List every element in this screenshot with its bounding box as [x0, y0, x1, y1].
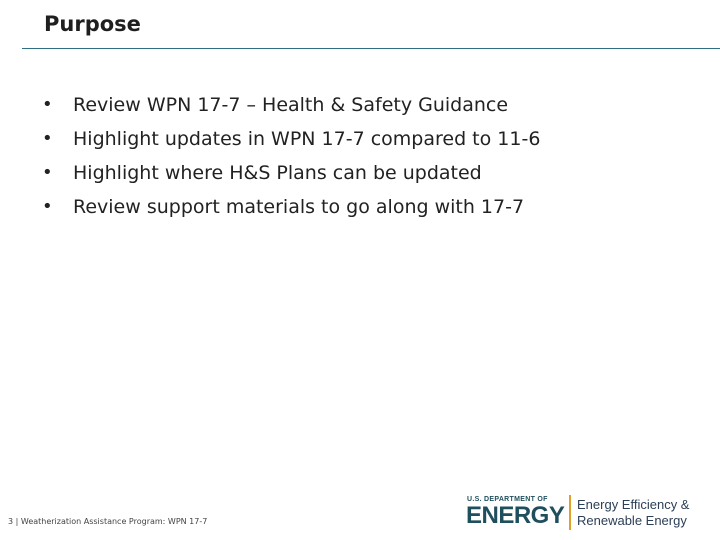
logo-office-line-2: Renewable Energy	[577, 513, 687, 528]
bullet-dot: •	[42, 196, 53, 217]
bullet-text: Highlight updates in WPN 17-7 compared to 11-6	[73, 128, 541, 150]
bullet-item	[42, 122, 540, 156]
doe-eere-logo	[466, 494, 698, 532]
bullet-dot: •	[42, 162, 53, 183]
bullet-text: Highlight where H&S Plans can be updated	[73, 162, 482, 184]
bullet-text: Review support materials to go along with 17-7	[73, 196, 525, 218]
title-divider	[22, 48, 720, 49]
logo-divider	[569, 495, 571, 530]
bullet-dot: •	[42, 94, 53, 115]
bullet-dot: •	[42, 128, 53, 149]
logo-energy-wordmark: ENERGY	[466, 502, 565, 529]
bullet-text: Review WPN 17-7 – Health & Safety Guidance	[73, 94, 509, 116]
logo-department-label: U.S. DEPARTMENT OF	[467, 496, 548, 503]
bullet-item	[42, 88, 540, 122]
footer-text: 3 | Weatherization Assistance Program: WPN 17-7	[8, 517, 208, 526]
bullet-item	[42, 156, 540, 190]
logo-office-line-1: Energy Efficiency &	[577, 497, 690, 512]
bullet-list	[42, 88, 540, 224]
bullet-item	[42, 190, 540, 224]
slide-title: Purpose	[44, 12, 141, 36]
